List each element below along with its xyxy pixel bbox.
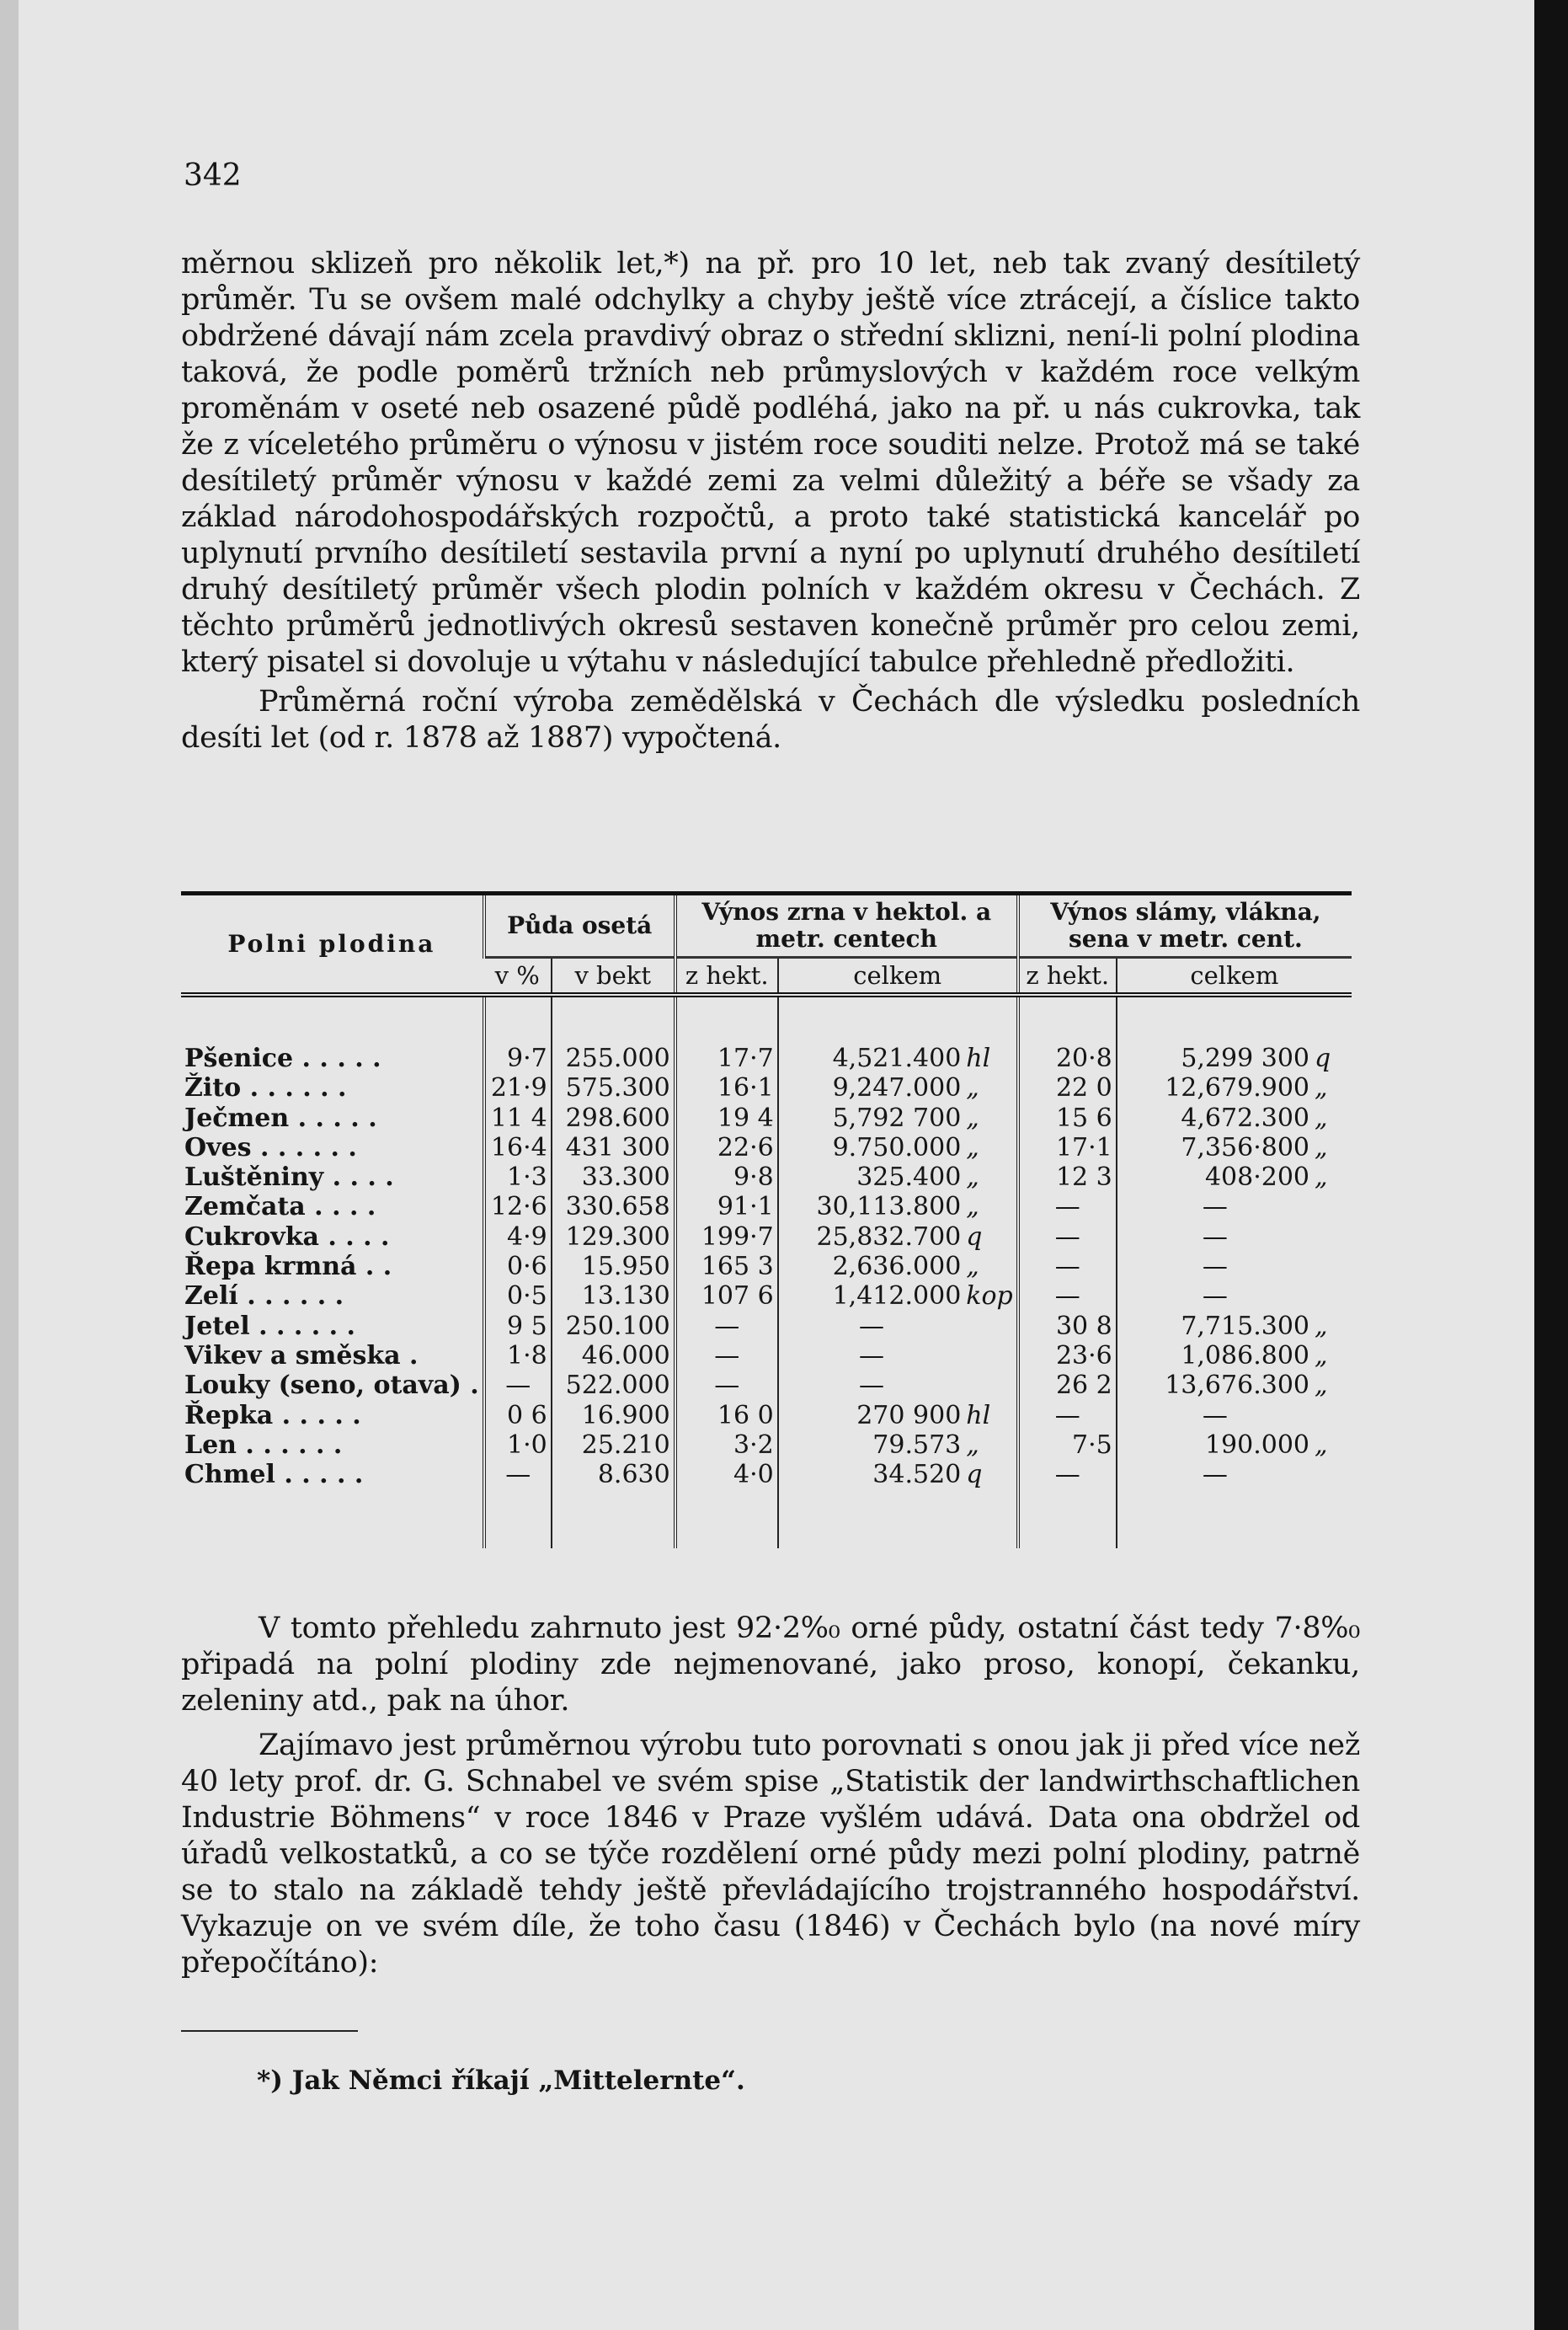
cell-gu: „ bbox=[966, 1103, 979, 1133]
cell-st: — bbox=[1117, 1281, 1313, 1311]
cell-sph: 7·5 bbox=[1018, 1430, 1117, 1460]
cell-sph: — bbox=[1018, 1460, 1117, 1489]
cell-sph: 30 8 bbox=[1018, 1312, 1117, 1341]
cell-gt: 270 900 bbox=[778, 1401, 965, 1430]
paragraph-1: měrnou sklizeň pro několik let,*) na př. pro 10 let, neb tak zvaný desítiletý průměr. Tu se ovšem malé odchylky a chyby ještě více ztrácejí, a číslice takto obdržené dávají nám zcela pravdivý obraz o střední sklizni, není-li polní plodina taková, že podle poměrů tržních neb průmyslových v každém roce velkým proměnám v oseté neb osazené půdě podléhá, jako na př. u nás cukrovka, tak že z víceletého průměru o výnosu v jistém roce souditi nelze. Protož má se také desítiletý průměr výnosu v každé zemi za velmi důležitý a béře se všady za základ národohospodářských rozpočtů, a proto také statistická kancelář po uplynutí prvního desítiletí sestavila první a nyní po uplynutí druhého desítiletí druhý desítiletý průměr všech plodin polních v každém okresu v Čechách. Z těchto průměrů jednotlivých okresů sestaven konečně průměr pro celou zemi, který pisatel si dovoluje u výtahu v následující tabulce přehledně předložiti. bbox=[181, 247, 1360, 679]
cell-sph: 15 6 bbox=[1018, 1104, 1117, 1133]
cell-st: 5,299 300 bbox=[1117, 1044, 1313, 1073]
cell-gt: 1,412.000 bbox=[778, 1281, 965, 1311]
cell-su: „ bbox=[1315, 1132, 1328, 1162]
cell-ha: 255.000 bbox=[552, 1044, 675, 1073]
table-row bbox=[181, 1133, 1352, 1162]
cell-ha: 522.000 bbox=[552, 1371, 675, 1400]
cell-su: „ bbox=[1315, 1371, 1328, 1401]
cell-pct: 1·0 bbox=[484, 1430, 552, 1460]
cell-gph: — bbox=[675, 1371, 778, 1400]
cell-gu: „ bbox=[966, 1132, 979, 1162]
cell-pct: 1·8 bbox=[484, 1341, 552, 1371]
table-row bbox=[181, 1401, 1352, 1430]
table-row bbox=[181, 1371, 1352, 1400]
cell-su bbox=[1313, 1222, 1352, 1252]
cell-st: 7,356·800 bbox=[1117, 1133, 1313, 1162]
cell-gu: hl bbox=[966, 1400, 991, 1430]
cell-su: „ bbox=[1315, 1311, 1328, 1341]
cell-st: — bbox=[1117, 1460, 1313, 1489]
cell-sph: 23·6 bbox=[1018, 1341, 1117, 1371]
cell-gph: 17·7 bbox=[675, 1044, 778, 1073]
cell-sph: 22 0 bbox=[1018, 1073, 1117, 1103]
cell-su bbox=[1313, 1401, 1352, 1430]
cell-gt: 25,832.700 bbox=[778, 1222, 965, 1252]
cell-su: „ bbox=[1315, 1340, 1328, 1371]
body-text-top bbox=[181, 246, 1360, 756]
cell-gu bbox=[964, 1312, 1017, 1341]
cell-crop: Luštěniny . . . . bbox=[184, 1162, 394, 1193]
cell-pct: 11 4 bbox=[484, 1104, 552, 1133]
cell-gu: q bbox=[966, 1221, 983, 1252]
cell-ha: 129.300 bbox=[552, 1222, 675, 1252]
cell-sph: — bbox=[1018, 1401, 1117, 1430]
cell-gu: „ bbox=[966, 1252, 979, 1282]
scan-margin bbox=[0, 0, 19, 2330]
table-row bbox=[181, 1044, 1352, 1073]
cell-ha: 8.630 bbox=[552, 1460, 675, 1489]
cell-gt: — bbox=[778, 1371, 965, 1400]
cell-st: — bbox=[1117, 1401, 1313, 1430]
cell-su bbox=[1313, 1192, 1352, 1221]
cell-gu: hl bbox=[966, 1044, 991, 1073]
table-row bbox=[181, 1104, 1352, 1133]
cell-crop: Jetel . . . . . . bbox=[184, 1311, 355, 1341]
cell-pct: 0 6 bbox=[484, 1401, 552, 1430]
cell-ha: 250.100 bbox=[552, 1312, 675, 1341]
cell-pct: 1·3 bbox=[484, 1162, 552, 1192]
cell-sph: — bbox=[1018, 1252, 1117, 1281]
table-row bbox=[181, 1222, 1352, 1252]
cell-pct: 0·5 bbox=[484, 1281, 552, 1311]
cell-gt: 9.750.000 bbox=[778, 1133, 965, 1162]
cell-ha: 33.300 bbox=[552, 1162, 675, 1192]
cell-gu: q bbox=[966, 1460, 983, 1490]
cell-su: „ bbox=[1315, 1073, 1328, 1104]
cell-gu: „ bbox=[966, 1430, 979, 1460]
table-row bbox=[181, 1341, 1352, 1371]
cell-su: „ bbox=[1315, 1162, 1328, 1193]
cell-pct: 9·7 bbox=[484, 1044, 552, 1073]
cell-crop: Řepa krmná . . bbox=[184, 1252, 392, 1282]
cell-gu bbox=[964, 1341, 1017, 1371]
cell-crop: Žito . . . . . . bbox=[184, 1073, 347, 1104]
table-row bbox=[181, 1281, 1352, 1311]
cell-ha: 431 300 bbox=[552, 1133, 675, 1162]
cell-crop: Zelí . . . . . . bbox=[184, 1281, 344, 1312]
cell-st: 408·200 bbox=[1117, 1162, 1313, 1192]
table-row bbox=[181, 1192, 1352, 1221]
header-straw: Výnos slámy, vlákna, sena v metr. cent. bbox=[1018, 894, 1352, 958]
cell-pct: 16·4 bbox=[484, 1133, 552, 1162]
cell-sph: — bbox=[1018, 1192, 1117, 1221]
cell-st: 7,715.300 bbox=[1117, 1312, 1313, 1341]
cell-su: „ bbox=[1315, 1103, 1328, 1133]
cell-gph: 165 3 bbox=[675, 1252, 778, 1281]
cell-su bbox=[1313, 1460, 1352, 1489]
table-row bbox=[181, 1460, 1352, 1489]
cell-gph: 107 6 bbox=[675, 1281, 778, 1311]
cell-st: 12,679.900 bbox=[1117, 1073, 1313, 1103]
cell-pct: 0·6 bbox=[484, 1252, 552, 1281]
cell-gph: 4·0 bbox=[675, 1460, 778, 1489]
table-row bbox=[181, 1073, 1352, 1103]
crop-production-table bbox=[181, 891, 1352, 1548]
cell-su: „ bbox=[1315, 1430, 1328, 1460]
cell-ha: 25.210 bbox=[552, 1430, 675, 1460]
header-grain: Výnos zrna v hektol. a metr. centech bbox=[675, 894, 1018, 958]
cell-gt: 325.400 bbox=[778, 1162, 965, 1192]
cell-gph: 9·8 bbox=[675, 1162, 778, 1192]
cell-su bbox=[1313, 1281, 1352, 1311]
cell-gph: 3·2 bbox=[675, 1430, 778, 1460]
cell-crop: Zemčata . . . . bbox=[184, 1192, 376, 1222]
page-number: 342 bbox=[184, 158, 242, 193]
cell-ha: 16.900 bbox=[552, 1401, 675, 1430]
cell-gt: — bbox=[778, 1312, 965, 1341]
cell-crop: Vikev a směska . bbox=[184, 1340, 419, 1371]
cell-gt: 5,792 700 bbox=[778, 1104, 965, 1133]
cell-gt: 79.573 bbox=[778, 1430, 965, 1460]
subheader-straw-per-ha: z hekt. bbox=[1018, 958, 1117, 996]
cell-crop: Ječmen . . . . . bbox=[184, 1103, 377, 1133]
cell-sph: 17·1 bbox=[1018, 1133, 1117, 1162]
cell-gph: 19 4 bbox=[675, 1104, 778, 1133]
cell-gph: 199·7 bbox=[675, 1222, 778, 1252]
cell-st: — bbox=[1117, 1222, 1313, 1252]
cell-gph: 22·6 bbox=[675, 1133, 778, 1162]
table-row bbox=[181, 1252, 1352, 1281]
cell-su bbox=[1313, 1252, 1352, 1281]
cell-pct: 12·6 bbox=[484, 1192, 552, 1221]
cell-st: — bbox=[1117, 1252, 1313, 1281]
spacer-row bbox=[181, 995, 1352, 1044]
paragraph-3: Zajímavo jest průměrnou výrobu tuto porovnati s onou jak ji před více než 40 lety prof. dr. G. Schnabel ve svém spise „Statistik der landwirthschaftlichen Industrie Böhmens“ v roce 1846 v Praze vyšlém udává. Data ona obdržel od úřadů velkostatků, a co se týče rozdělení orné půdy mezi polní plodiny, patrně se to stalo na základě tehdy ještě převládajícího trojstranného hospodářství. Vykazuje on ve svém díle, že toho času (1846) v Čechách bylo (na nové míry přepočítáno): bbox=[181, 1729, 1360, 1980]
cell-gph: 16 0 bbox=[675, 1401, 778, 1430]
cell-st: 1,086.800 bbox=[1117, 1341, 1313, 1371]
cell-sph: — bbox=[1018, 1281, 1117, 1311]
cell-ha: 330.658 bbox=[552, 1192, 675, 1221]
cell-gu: „ bbox=[966, 1073, 979, 1104]
table-body bbox=[181, 995, 1352, 1548]
cell-gt: 4,521.400 bbox=[778, 1044, 965, 1073]
cell-sph: 26 2 bbox=[1018, 1371, 1117, 1400]
cell-gu: „ bbox=[966, 1162, 979, 1193]
table-caption: Průměrná roční výroba zemědělská v Čechách dle výsledku posledních desíti let (od r. 1878 až 1887) vypočtená. bbox=[181, 685, 1360, 755]
cell-crop: Cukrovka . . . . bbox=[184, 1221, 390, 1252]
cell-sph: 12 3 bbox=[1018, 1162, 1117, 1192]
cell-st: 13,676.300 bbox=[1117, 1371, 1313, 1400]
cell-gu: kop bbox=[966, 1281, 1013, 1312]
cell-su: q bbox=[1315, 1044, 1331, 1073]
footnote: *) Jak Němci říkají „Mittelernte“. bbox=[257, 2065, 745, 2096]
cell-gph: 16·1 bbox=[675, 1073, 778, 1103]
cell-gt: 2,636.000 bbox=[778, 1252, 965, 1281]
cell-ha: 13.130 bbox=[552, 1281, 675, 1311]
subheader-grain-per-ha: z hekt. bbox=[675, 958, 778, 996]
cell-gph: — bbox=[675, 1312, 778, 1341]
table-row bbox=[181, 1312, 1352, 1341]
table-row bbox=[181, 1430, 1352, 1460]
cell-pct: — bbox=[484, 1460, 552, 1489]
cell-gph: — bbox=[675, 1341, 778, 1371]
cell-crop: Len . . . . . . bbox=[184, 1430, 343, 1460]
header-crop: Polni plodina bbox=[227, 929, 436, 958]
cell-ha: 298.600 bbox=[552, 1104, 675, 1133]
cell-crop: Chmel . . . . . bbox=[184, 1460, 364, 1490]
cell-crop: Řepka . . . . . bbox=[184, 1400, 361, 1430]
cell-st: 4,672.300 bbox=[1117, 1104, 1313, 1133]
cell-pct: 4·9 bbox=[484, 1222, 552, 1252]
cell-crop: Louky (seno, otava) . bbox=[184, 1371, 479, 1401]
subheader-straw-total: celkem bbox=[1117, 958, 1352, 996]
footnote-divider bbox=[181, 2030, 358, 2032]
cell-gt: 30,113.800 bbox=[778, 1192, 965, 1221]
subheader-pct: v % bbox=[484, 958, 552, 996]
cell-gt: — bbox=[778, 1341, 965, 1371]
cell-pct: 21·9 bbox=[484, 1073, 552, 1103]
cell-st: — bbox=[1117, 1192, 1313, 1221]
spacer-row bbox=[181, 1489, 1352, 1548]
cell-sph: — bbox=[1018, 1222, 1117, 1252]
cell-crop: Oves . . . . . . bbox=[184, 1132, 357, 1162]
body-text-bottom bbox=[181, 1611, 1360, 1981]
cell-gu: „ bbox=[966, 1192, 979, 1222]
cell-pct: — bbox=[484, 1371, 552, 1400]
cell-st: 190.000 bbox=[1117, 1430, 1313, 1460]
cell-ha: 575.300 bbox=[552, 1073, 675, 1103]
scan-edge bbox=[1534, 0, 1568, 2330]
header-area: Půda osetá bbox=[484, 894, 675, 958]
cell-ha: 15.950 bbox=[552, 1252, 675, 1281]
cell-pct: 9 5 bbox=[484, 1312, 552, 1341]
cell-sph: 20·8 bbox=[1018, 1044, 1117, 1073]
subheader-grain-total: celkem bbox=[778, 958, 1018, 996]
cell-gt: 34.520 bbox=[778, 1460, 965, 1489]
paragraph-2: V tomto přehledu zahrnuto jest 92·2%₀ orné půdy, ostatní část tedy 7·8%₀ připadá na polní plodiny zde nejmenované, jako proso, konopí, čekanku, zeleniny atd., pak na úhor. bbox=[181, 1611, 1360, 1718]
subheader-ha: v bekt bbox=[552, 958, 675, 996]
cell-ha: 46.000 bbox=[552, 1341, 675, 1371]
cell-gt: 9,247.000 bbox=[778, 1073, 965, 1103]
cell-crop: Pšenice . . . . . bbox=[184, 1044, 381, 1073]
cell-gu bbox=[964, 1371, 1017, 1400]
cell-gph: 91·1 bbox=[675, 1192, 778, 1221]
table-row bbox=[181, 1162, 1352, 1192]
